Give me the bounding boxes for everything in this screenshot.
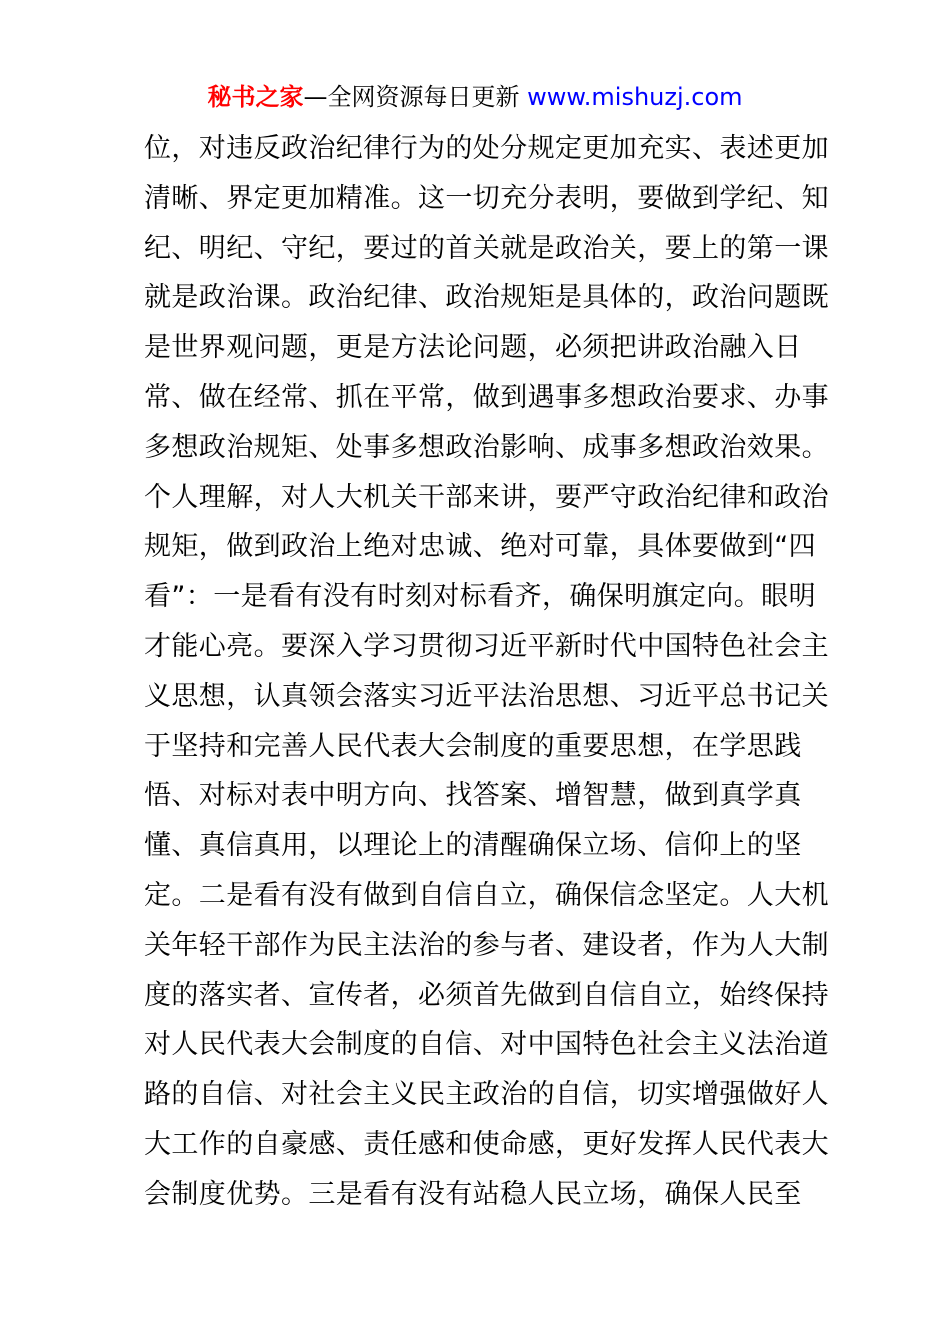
- document-body: [144, 124, 829, 1220]
- text-line: 位，对违反政治纪律行为的处分规定更加充实、表述更加: [144, 133, 829, 164]
- text-line: 就是政治课。政治纪律、政治规矩是具体的，政治问题既: [144, 282, 829, 314]
- text-line: 常、做在经常、抓在平常，做到遇事多想政治要求、办事: [144, 381, 829, 413]
- text-line: 关年轻干部作为民主法治的参与者、建设者，作为人大制: [144, 929, 829, 961]
- text-line: 大工作的自豪感、责任感和使命感，更好发挥人民代表大: [144, 1128, 829, 1160]
- text-line: 才能心亮。要深入学习贯彻习近平新时代中国特色社会主: [144, 630, 829, 662]
- page-header: [0, 80, 950, 114]
- text-line: 定。二是看有没有做到自信自立，确保信念坚定。人大机: [144, 879, 829, 911]
- text-line: 清晰、界定更加精准。这一切充分表明，要做到学纪、知: [144, 182, 829, 214]
- text-line: 悟、对标对表中明方向、找答案、增智慧，做到真学真: [144, 780, 802, 812]
- text-line: 义思想，认真领会落实习近平法治思想、习近平总书记关: [144, 680, 829, 712]
- text-line: 路的自信、对社会主义民主政治的自信，切实增强做好人: [144, 1079, 829, 1111]
- text-line: 是世界观问题，更是方法论问题，必须把讲政治融入日: [144, 332, 802, 364]
- text-line: 规矩，做到政治上绝对忠诚、绝对可靠，具体要做到“四: [144, 531, 816, 563]
- text-line: 多想政治规矩、处事多想政治影响、成事多想政治效果。: [144, 431, 829, 463]
- text-line: 度的落实者、宣传者，必须首先做到自信自立，始终保持: [144, 979, 829, 1011]
- text-line: 看”：一是看有没有时刻对标看齐，确保明旗定向。眼明: [144, 581, 816, 613]
- header-slogan: —全网资源每日更新: [303, 83, 528, 111]
- text-line: 会制度优势。三是看有没有站稳人民立场，确保人民至: [144, 1178, 802, 1210]
- text-line: 纪、明纪、守纪，要过的首关就是政治关，要上的第一课: [144, 232, 829, 264]
- brand-name: 秘书之家: [207, 83, 304, 111]
- text-line: 于坚持和完善人民代表大会制度的重要思想，在学思践: [144, 730, 802, 762]
- text-line: 懂、真信真用，以理论上的清醒确保立场、信仰上的坚: [144, 830, 802, 862]
- text-line: 对人民代表大会制度的自信、对中国特色社会主义法治道: [144, 1029, 829, 1061]
- site-url-link[interactable]: www.mishuzj.com: [527, 83, 743, 111]
- text-line: 个人理解，对人大机关干部来讲，要严守政治纪律和政治: [144, 481, 829, 513]
